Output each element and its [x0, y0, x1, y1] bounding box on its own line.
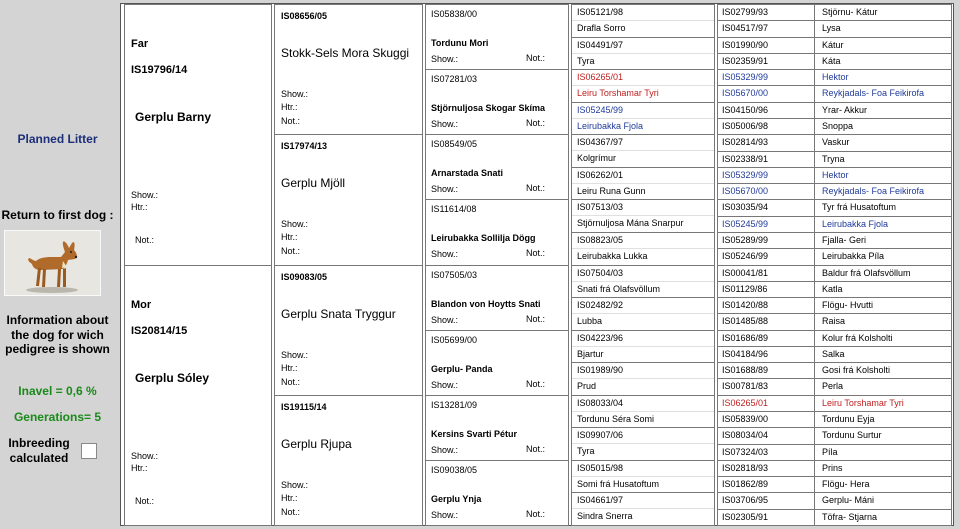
dog-name[interactable]: Somi frá Husatoftum: [577, 479, 660, 489]
pedigree-cell-gen5[interactable]: [717, 297, 952, 314]
reg-number: IS20814/15: [131, 325, 188, 337]
pedigree-cell-gen4[interactable]: [571, 395, 715, 428]
not-label: Not.:: [526, 53, 546, 63]
not-label: Not.:: [526, 183, 546, 193]
dog-name[interactable]: Stjörnu- Kátur: [822, 7, 878, 17]
pedigree-cell-gen4[interactable]: [571, 199, 715, 233]
cell-divider: [572, 378, 714, 379]
dog-name[interactable]: Tyr frá Husatoftum: [822, 202, 897, 212]
pedigree-cell-gen5[interactable]: [717, 118, 952, 135]
cell-divider: [814, 103, 815, 118]
not-label: Not.:: [526, 379, 546, 389]
cell-divider: [814, 396, 815, 411]
reg-number: IS01990/90: [722, 40, 769, 50]
cell-divider: [572, 443, 714, 444]
not-label: Not.:: [526, 444, 546, 454]
reg-number: IS01688/89: [722, 365, 769, 375]
cell-divider: [814, 266, 815, 281]
pedigree-cell-gen4[interactable]: [571, 460, 715, 493]
dog-name[interactable]: Yrar- Akkur: [822, 105, 868, 115]
reg-number: IS04223/96: [577, 333, 624, 343]
pedigree-cell-gen4[interactable]: [571, 265, 715, 298]
cell-divider: [814, 5, 815, 20]
return-to-first-label: Return to first dog :: [1, 208, 114, 222]
cell-divider: [814, 119, 815, 134]
reg-number: IS04150/96: [722, 105, 769, 115]
pedigree-cell-gen3[interactable]: [425, 199, 569, 266]
reg-number: IS08549/05: [431, 139, 478, 149]
pedigree-cell-gen5[interactable]: [717, 346, 952, 363]
cell-divider: [572, 118, 714, 119]
parent-role: Far: [131, 38, 149, 50]
reg-number: IS19796/14: [131, 64, 188, 76]
reg-number: IS06262/01: [577, 170, 624, 180]
dog-name[interactable]: Baldur frá Olafsvöllum: [822, 268, 911, 278]
not-label: Not.:: [281, 116, 301, 126]
dog-name[interactable]: Lysa: [822, 23, 841, 33]
cell-divider: [814, 428, 815, 444]
pedigree-cell-gen5[interactable]: [717, 378, 952, 396]
dog-name[interactable]: Bjartur: [577, 349, 604, 359]
htr-label: Htr.:: [281, 493, 298, 503]
dog-name[interactable]: Leirubakka Fjola: [577, 121, 644, 131]
reg-number: IS01420/88: [722, 300, 769, 310]
reg-number: IS08033/04: [577, 398, 624, 408]
dog-name[interactable]: Gerplu Sóley: [135, 371, 210, 385]
cell-divider: [572, 150, 714, 151]
dog-name[interactable]: Katla: [822, 284, 843, 294]
htr-label: Htr.:: [131, 202, 148, 212]
reg-number: IS05839/00: [722, 414, 769, 424]
pedigree-cell-gen4[interactable]: [571, 134, 715, 168]
parent-role: Mor: [131, 299, 152, 311]
show-label: Show.:: [281, 350, 309, 360]
cell-divider: [814, 461, 815, 476]
dog-name[interactable]: Píla: [822, 447, 838, 457]
dog-name[interactable]: Tordunu Eyja: [822, 414, 875, 424]
cell-divider: [814, 249, 815, 265]
pedigree-cell-gen3[interactable]: [425, 69, 569, 135]
reg-number: IS07324/03: [722, 447, 769, 457]
cell-divider: [814, 70, 815, 85]
dog-name[interactable]: Töfra- Stjarna: [822, 512, 878, 522]
reg-number: IS07505/03: [431, 270, 478, 280]
dog-name[interactable]: Gerplu Ynja: [431, 494, 482, 504]
show-label: Show.:: [281, 219, 309, 229]
show-label: Show.:: [131, 451, 159, 461]
cell-divider: [814, 233, 815, 248]
pedigree-cell-gen5[interactable]: [717, 313, 952, 331]
pedigree-cell-gen4[interactable]: [571, 167, 715, 200]
reg-number: IS04367/97: [577, 137, 624, 147]
pedigree-cell-gen5[interactable]: [717, 4, 952, 21]
generations-value: Generations= 5: [13, 410, 102, 424]
pedigree-cell-gen5[interactable]: [717, 69, 952, 86]
htr-label: Htr.:: [281, 363, 298, 373]
cell-divider: [814, 363, 815, 378]
not-label: Not.:: [135, 496, 155, 506]
pedigree-cell-gen5[interactable]: [717, 427, 952, 445]
pedigree-cell-gen4[interactable]: [571, 69, 715, 103]
show-label: Show.:: [431, 445, 459, 455]
reg-number: IS11614/08: [431, 204, 477, 214]
cell-divider: [572, 183, 714, 184]
show-label: Show.:: [131, 190, 159, 200]
reg-number: IS05245/99: [577, 105, 624, 115]
dog-name[interactable]: Sindra Snerra: [577, 511, 633, 521]
dog-name[interactable]: Leirubakka Sollilja Dögg: [431, 233, 536, 243]
pedigree-cell-gen5[interactable]: [717, 20, 952, 38]
dog-name[interactable]: Gerplu Rjupa: [281, 437, 352, 451]
dog-name[interactable]: Hektor: [822, 72, 849, 82]
reg-number: IS01862/89: [722, 479, 769, 489]
cell-divider: [814, 314, 815, 330]
pedigree-cell-gen3[interactable]: [425, 460, 569, 526]
inavel-value: Inavel = 0,6 %: [18, 384, 97, 398]
dog-name[interactable]: Gosi frá Kolsholti: [822, 365, 891, 375]
pedigree-cell-gen5[interactable]: [717, 476, 952, 493]
reg-number: IS06265/01: [577, 72, 624, 82]
pedigree-cell-gen5[interactable]: [717, 102, 952, 119]
pedigree-cell-gen3[interactable]: [425, 330, 569, 396]
dog-name[interactable]: Stjörnuljosa Skogar Skíma: [431, 103, 546, 113]
not-label: Not.:: [135, 235, 155, 245]
dog-name[interactable]: Káta: [822, 56, 841, 66]
dog-name[interactable]: Flögu- Hvutti: [822, 300, 874, 310]
dog-name[interactable]: Leirubakka Fjola: [822, 219, 889, 229]
reg-number: IS09083/05: [281, 272, 328, 282]
cell-divider: [814, 184, 815, 199]
dog-icon: [5, 231, 100, 295]
pedigree-cell-gen5[interactable]: [717, 232, 952, 249]
dog-name[interactable]: Gerplu Snata Tryggur: [281, 307, 396, 321]
dog-name[interactable]: Leiru Torshamar Tyri: [577, 88, 659, 98]
not-label: Not.:: [281, 246, 301, 256]
dog-name[interactable]: Prins: [822, 463, 843, 473]
reg-number: IS05838/00: [431, 9, 478, 19]
not-label: Not.:: [526, 248, 546, 258]
first-dog-button[interactable]: [4, 230, 101, 296]
pedigree-cell-gen5[interactable]: [717, 411, 952, 428]
pedigree-cell-gen5[interactable]: [717, 281, 952, 298]
pedigree-cell-gen4[interactable]: [571, 297, 715, 331]
pedigree-cell-gen4[interactable]: [571, 102, 715, 135]
reg-number: IS04491/97: [577, 40, 624, 50]
cell-divider: [572, 85, 714, 86]
pedigree-cell-gen1[interactable]: [124, 265, 272, 526]
dog-name[interactable]: Reykjadals- Foa Feikirofa: [822, 88, 925, 98]
pedigree-cell-gen3[interactable]: [425, 134, 569, 200]
reg-number: IS04184/96: [722, 349, 769, 359]
reg-number: IS05670/00: [722, 88, 769, 98]
cell-divider: [814, 38, 815, 53]
reg-number: IS04661/97: [577, 495, 624, 505]
reg-number: IS02305/91: [722, 512, 769, 522]
pedigree-cell-gen4[interactable]: [571, 492, 715, 526]
cell-divider: [814, 477, 815, 492]
show-label: Show.:: [431, 54, 459, 64]
show-label: Show.:: [431, 510, 459, 520]
pedigree-cell-gen5[interactable]: [717, 444, 952, 461]
reg-number: IS01129/86: [722, 284, 768, 294]
dog-name[interactable]: Arnarstada Snati: [431, 168, 504, 178]
show-label: Show.:: [281, 89, 309, 99]
pedigree-cell-gen4[interactable]: [571, 330, 715, 363]
show-label: Show.:: [431, 184, 459, 194]
pedigree-cell-gen4[interactable]: [571, 427, 715, 461]
inbreeding-label: Inbreeding calculated: [8, 436, 70, 465]
cell-divider: [814, 135, 815, 151]
dog-name[interactable]: Tordunu Mori: [431, 38, 489, 48]
pedigree-cell-gen3[interactable]: [425, 395, 569, 461]
pedigree-cell-gen2[interactable]: [274, 134, 423, 266]
dog-name[interactable]: Leiru Runa Gunn: [577, 186, 646, 196]
reg-number: IS09038/05: [431, 465, 478, 475]
cell-divider: [814, 217, 815, 232]
dog-name[interactable]: Reykjadals- Foa Feikirofa: [822, 186, 925, 196]
dog-name[interactable]: Gerplu- Máni: [822, 495, 875, 505]
cell-divider: [814, 168, 815, 183]
reg-number: IS01485/88: [722, 316, 769, 326]
reg-number: IS05289/99: [722, 235, 769, 245]
dog-name[interactable]: Vaskur: [822, 137, 850, 147]
pedigree-cell-gen5[interactable]: [717, 53, 952, 70]
reg-number: IS05015/98: [577, 463, 624, 473]
reg-number: IS08034/04: [722, 430, 769, 440]
reg-number: IS09907/06: [577, 430, 624, 440]
cell-divider: [572, 281, 714, 282]
info-text: Information about the dog for wich pedigree is shown: [5, 313, 110, 356]
cell-divider: [572, 248, 714, 249]
show-label: Show.:: [431, 380, 459, 390]
dog-name[interactable]: Leirubakka Píla: [822, 251, 885, 261]
reg-number: IS07504/03: [577, 268, 624, 278]
htr-label: Htr.:: [131, 463, 148, 473]
cell-divider: [814, 152, 815, 167]
pedigree-cell-gen5[interactable]: [717, 37, 952, 54]
show-label: Show.:: [281, 480, 309, 490]
dog-name[interactable]: Hektor: [822, 170, 849, 180]
not-label: Not.:: [281, 507, 301, 517]
pedigree-cell-gen5[interactable]: [717, 395, 952, 412]
reg-number: IS05006/98: [722, 121, 769, 131]
pedigree-cell-gen5[interactable]: [717, 248, 952, 266]
pedigree-cell-gen4[interactable]: [571, 232, 715, 266]
pedigree-cell-gen5[interactable]: [717, 330, 952, 347]
reg-number: IS05329/99: [722, 72, 769, 82]
reg-number: IS04517/97: [722, 23, 769, 33]
not-label: Not.:: [526, 509, 546, 519]
reg-number: IS08656/05: [281, 11, 328, 21]
pedigree-cell-gen2[interactable]: [274, 265, 423, 396]
cell-divider: [572, 53, 714, 54]
pedigree-cell-gen5[interactable]: [717, 509, 952, 526]
reg-number: IS07281/03: [431, 74, 478, 84]
htr-label: Htr.:: [281, 232, 298, 242]
reg-number: IS05245/99: [722, 219, 769, 229]
dog-name[interactable]: Snoppa: [822, 121, 854, 131]
show-label: Show.:: [431, 249, 459, 259]
reg-number: IS05329/99: [722, 170, 769, 180]
cell-divider: [572, 411, 714, 412]
dog-name[interactable]: Lubba: [577, 316, 603, 326]
dog-name[interactable]: Gerplu- Panda: [431, 364, 493, 374]
dog-name[interactable]: Tordunu Surtur: [822, 430, 882, 440]
pedigree-cell-gen3[interactable]: [425, 4, 569, 70]
pedigree-cell-gen5[interactable]: [717, 85, 952, 103]
reg-number: IS03035/94: [722, 202, 769, 212]
pedigree-cell-gen4[interactable]: [571, 4, 715, 38]
dog-name[interactable]: Fjalla- Geri: [822, 235, 867, 245]
reg-number: IS00041/81: [722, 268, 769, 278]
dog-name[interactable]: Flögu- Hera: [822, 479, 870, 489]
cell-divider: [814, 331, 815, 346]
pedigree-cell-gen2[interactable]: [274, 395, 423, 526]
planned-litter-link[interactable]: Planned Litter: [17, 132, 98, 146]
reg-number: IS02338/91: [722, 154, 769, 164]
reg-number: IS01686/89: [722, 333, 769, 343]
pedigree-cell-gen4[interactable]: [571, 37, 715, 70]
pedigree-cell-gen5[interactable]: [717, 183, 952, 200]
reg-number: IS02818/93: [722, 463, 769, 473]
reg-number: IS05246/99: [722, 251, 769, 261]
reg-number: IS01989/90: [577, 365, 624, 375]
cell-divider: [814, 445, 815, 460]
cell-divider: [572, 476, 714, 477]
cell-divider: [814, 298, 815, 313]
reg-number: IS00781/83: [722, 381, 769, 391]
cell-divider: [814, 493, 815, 509]
reg-number: IS03706/95: [722, 495, 769, 505]
dog-name[interactable]: Salka: [822, 349, 845, 359]
pedigree-cell-gen5[interactable]: [717, 134, 952, 152]
dog-name[interactable]: Stjörnuljosa Mána Snarpur: [577, 218, 684, 228]
reg-number: IS02482/92: [577, 300, 624, 310]
cell-divider: [572, 508, 714, 509]
dog-name[interactable]: Tyra: [577, 446, 595, 456]
pedigree-cell-gen5[interactable]: [717, 492, 952, 510]
dog-name[interactable]: Kátur: [822, 40, 844, 50]
reg-number: IS06265/01: [722, 398, 769, 408]
pedigree-cell-gen5[interactable]: [717, 199, 952, 217]
not-label: Not.:: [281, 377, 301, 387]
dog-name[interactable]: Snati frá Olafsvöllum: [577, 284, 661, 294]
reg-number: IS19115/14: [281, 402, 327, 412]
dog-name[interactable]: Blandon von Hoytts Snati: [431, 299, 541, 309]
cell-divider: [814, 54, 815, 69]
pedigree-cell-gen5[interactable]: [717, 151, 952, 168]
reg-number: IS05121/98: [577, 7, 624, 17]
pedigree-cell-gen5[interactable]: [717, 167, 952, 184]
show-label: Show.:: [431, 119, 459, 129]
pedigree-cell-gen2[interactable]: [274, 4, 423, 135]
dog-name[interactable]: Leiru Torshamar Tyri: [822, 398, 904, 408]
reg-number: IS13281/09: [431, 400, 478, 410]
not-label: Not.:: [526, 118, 546, 128]
pedigree-cell-gen5[interactable]: [717, 216, 952, 233]
reg-number: IS05670/00: [722, 186, 769, 196]
cell-divider: [572, 346, 714, 347]
reg-number: IS02814/93: [722, 137, 769, 147]
dog-name[interactable]: Drafla Sorro: [577, 23, 626, 33]
reg-number: IS02359/91: [722, 56, 769, 66]
dog-name[interactable]: Tyra: [577, 56, 595, 66]
dog-name[interactable]: Tordunu Séra Somi: [577, 414, 655, 424]
dog-name[interactable]: Gerplu Mjöll: [281, 176, 346, 190]
pedigree-cell-gen4[interactable]: [571, 362, 715, 396]
cell-divider: [814, 86, 815, 102]
cell-divider: [814, 347, 815, 362]
pedigree-table: [120, 3, 954, 526]
dog-name[interactable]: Kolgrímur: [577, 153, 617, 163]
reg-number: IS05699/00: [431, 335, 478, 345]
pedigree-cell-gen5[interactable]: [717, 460, 952, 477]
cell-divider: [814, 282, 815, 297]
dog-name[interactable]: Stokk-Sels Mora Skuggi: [281, 46, 410, 60]
sidebar: [0, 0, 115, 529]
cell-divider: [572, 313, 714, 314]
show-label: Show.:: [431, 315, 459, 325]
reg-number: IS08823/05: [577, 235, 624, 245]
pedigree-cell-gen1[interactable]: [124, 4, 272, 266]
dog-name[interactable]: Kolur frá Kolsholti: [822, 333, 893, 343]
dog-name[interactable]: Raisa: [822, 316, 846, 326]
cell-divider: [814, 21, 815, 37]
inbreeding-checkbox[interactable]: [81, 443, 97, 459]
cell-divider: [572, 20, 714, 21]
pedigree-cell-gen5[interactable]: [717, 265, 952, 282]
cell-divider: [814, 200, 815, 216]
not-label: Not.:: [526, 314, 546, 324]
dog-name[interactable]: Tryna: [822, 154, 845, 164]
reg-number: IS02799/93: [722, 7, 769, 17]
pedigree-cell-gen3[interactable]: [425, 265, 569, 331]
dog-name[interactable]: Gerplu Barny: [135, 110, 212, 124]
cell-divider: [572, 215, 714, 216]
dog-name[interactable]: Prud: [577, 381, 597, 391]
cell-divider: [814, 510, 815, 525]
reg-number: IS17974/13: [281, 141, 328, 151]
dog-name[interactable]: Leirubakka Lukka: [577, 251, 648, 261]
pedigree-cell-gen5[interactable]: [717, 362, 952, 379]
cell-divider: [814, 379, 815, 395]
cell-divider: [814, 412, 815, 427]
dog-name[interactable]: Kersins Svarti Pétur: [431, 429, 518, 439]
dog-name[interactable]: Perla: [822, 381, 844, 391]
reg-number: IS07513/03: [577, 202, 624, 212]
htr-label: Htr.:: [281, 102, 298, 112]
